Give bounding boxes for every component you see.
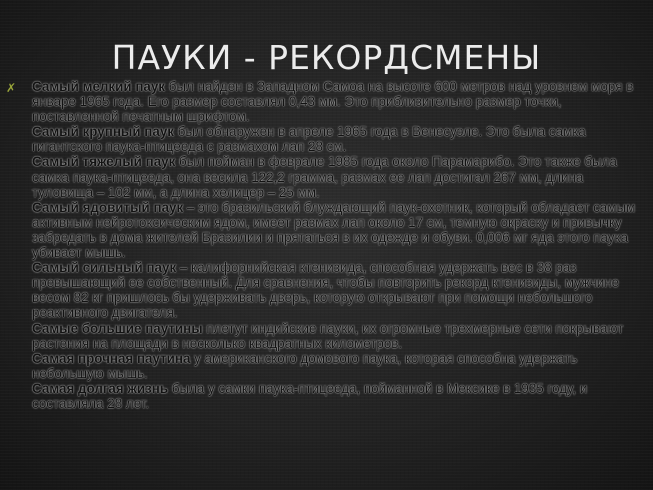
- record-text: – это бразильский блуждающий паук-охотник, который обладает самым активным нейротоксическим ядом, имеет размах лап около 17 см, темную окраску и привычку забредать в дома жителей Бразилии и прятаться в их одежде и обуви. 0,006 мг яда этого паука убивает мышь.: [32, 199, 636, 261]
- record-heading: Самый ядовитый паук: [32, 199, 184, 215]
- record-heaviest-spider: [32, 154, 648, 199]
- record-heading: Самая долгая жизнь: [32, 380, 169, 396]
- record-text: была у самки паука-птицееда, пойманной в Мексике в 1935 году, и составляла 28 лет.: [32, 380, 588, 411]
- record-largest-spider: [32, 124, 648, 154]
- record-heading: Самый крупный паук: [32, 124, 174, 140]
- record-heading: Самая прочная паутина: [32, 350, 191, 366]
- record-text: – калифорнийская ктенизида, способная удержать вес в 38 раз превышающий ее собственный. Для сравнения, чтобы повторить рекорд ктенизиды, мужчине весом 82 кг пришлось бы удерживать дверь, которую открывают при помощи небольшого реактивного двигателя.: [32, 260, 620, 321]
- record-heading: Самый мелкий паук: [32, 79, 166, 94]
- record-strongest-web: [32, 351, 648, 381]
- record-most-venomous-spider: [32, 200, 648, 260]
- slide-title: ПАУКИ - РЕКОРДСМЕНЫ: [111, 38, 542, 77]
- record-heading: Самые большие паутины: [32, 320, 203, 336]
- slide-body: [32, 79, 648, 411]
- record-heading: Самый тяжелый паук: [32, 154, 176, 170]
- record-text: у американского домового паука, которая способна удержать небольшую мышь.: [32, 350, 578, 381]
- record-strongest-spider: [32, 260, 648, 320]
- record-text: был найден в Западном Самоа на высоте 600 метров над уровнем моря в январе 1965 года. Его размер составлял 0,43 мм. Это приблизительно размер точки, поставленной печатным шрифтом.: [32, 79, 634, 125]
- record-largest-webs: [32, 321, 648, 351]
- record-text: был обнаружен в апреле 1965 года в Венесуэле. Это была самка гигантского паука-птицееда с размахом лап 28 см.: [32, 124, 586, 155]
- record-text: плетут индийские пауки, их огромные трехмерные сети покрывают растения на площади в несколько квадратных километров.: [32, 320, 624, 351]
- record-smallest-spider: [32, 79, 648, 124]
- record-longest-life: [32, 381, 648, 411]
- x-bullet-icon: ✗: [6, 81, 17, 95]
- record-text: был пойман в феврале 1985 года около Парамарибо. Это также была самка паука-птицееда, она весила 122,2 грамма, размах ее лап достигал 267 мм, длина туловища – 102 мм, а длина хелицер – 25 мм.: [32, 154, 617, 200]
- record-heading: Самый сильный паук: [32, 260, 177, 276]
